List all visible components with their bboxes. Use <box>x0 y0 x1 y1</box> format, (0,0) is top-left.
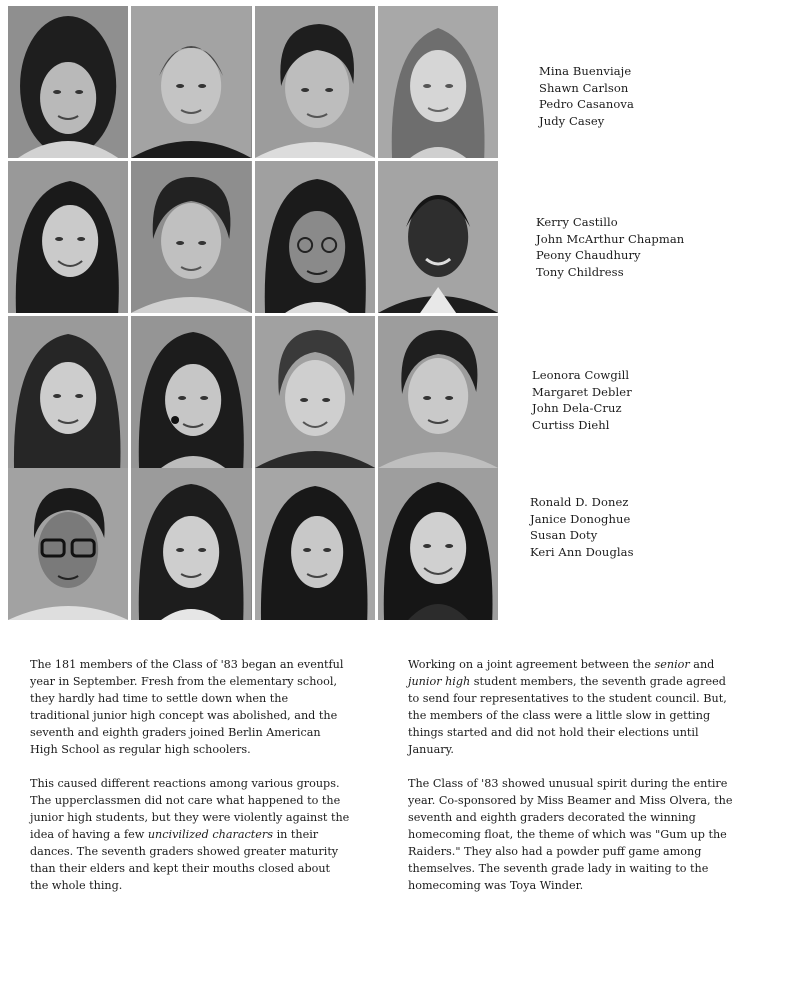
student-name: John Dela-Cruz <box>532 401 622 415</box>
portrait-photo <box>255 161 375 313</box>
student-name: Leonora Cowgill <box>532 368 630 382</box>
portrait-photo <box>378 161 498 313</box>
article-paragraph: Working on a joint agreement between the senior and junior high student members, the seventh grade agreed to send four representatives to the student council. But, the members of the class were a little slow in getting things started and did not hold their elections until January. <box>408 658 727 756</box>
student-name: Tony Childress <box>536 264 624 279</box>
article-paragraph: The 181 members of the Class of '83 began an eventful year in September. Fresh from the elementary school, they hardly had time to settle down when the traditional junior high concept was abolished, and the seventh and eighth graders joined Berlin American High School as regular high schoolers. <box>30 658 344 756</box>
portrait-photo <box>131 468 251 620</box>
student-name: Margaret Debler <box>532 384 632 399</box>
student-name: Janice Donoghue <box>530 511 631 526</box>
portrait-row <box>8 161 498 313</box>
portrait-row <box>8 6 498 158</box>
student-name: John McArthur Chapman <box>536 231 685 246</box>
portrait-photo <box>378 468 498 620</box>
portrait-photo <box>378 316 498 468</box>
portrait-photo <box>8 316 128 468</box>
student-name: Keri Ann Douglas <box>530 544 634 559</box>
portrait-photo <box>131 6 251 158</box>
portrait-photo <box>131 316 251 468</box>
student-name: Peony Chaudhury <box>536 248 641 262</box>
portrait-photo <box>8 468 128 620</box>
student-name: Curtiss Diehl <box>532 417 610 432</box>
row-2-names <box>536 214 684 280</box>
student-name: Susan Doty <box>530 528 598 542</box>
student-name: Ronald D. Donez <box>530 495 629 509</box>
portrait-row <box>8 316 498 468</box>
portrait-photo <box>8 161 128 313</box>
row-1-names <box>539 63 634 129</box>
student-name: Judy Casey <box>539 113 605 128</box>
portrait-photo <box>378 6 498 158</box>
article-left-column <box>30 656 350 911</box>
portrait-photo <box>131 161 251 313</box>
portrait-photo <box>255 6 375 158</box>
row-3-names <box>532 367 632 433</box>
student-name: Shawn Carlson <box>539 80 629 95</box>
portrait-photo <box>255 316 375 468</box>
student-name: Kerry Castillo <box>536 215 618 229</box>
article-paragraph: The Class of '83 showed unusual spirit during the entire year. Co-sponsored by Miss Beamer and Miss Olvera, the seventh and eighth graders decorated the winning homecoming float, the theme of which was "Gum up the Raiders." They also had a powder puff game among themselves. The seventh grade lady in waiting to the homecoming was Toya Winder. <box>408 777 733 892</box>
portrait-photo <box>8 6 128 158</box>
portrait-row <box>8 468 498 620</box>
student-name: Pedro Casanova <box>539 97 634 111</box>
student-name: Mina Buenviaje <box>539 64 632 78</box>
portrait-grid <box>8 6 498 620</box>
article-right-column <box>408 656 736 911</box>
article-paragraph: This caused different reactions among various groups. The upperclassmen did not care what happened to the junior high students, but they were violently against the idea of having a few uncivilized characters in their dances. The seventh graders showed greater maturity than their elders and kept their mouths closed about the whole thing. <box>30 777 350 892</box>
row-4-names <box>530 494 634 560</box>
portrait-photo <box>255 468 375 620</box>
